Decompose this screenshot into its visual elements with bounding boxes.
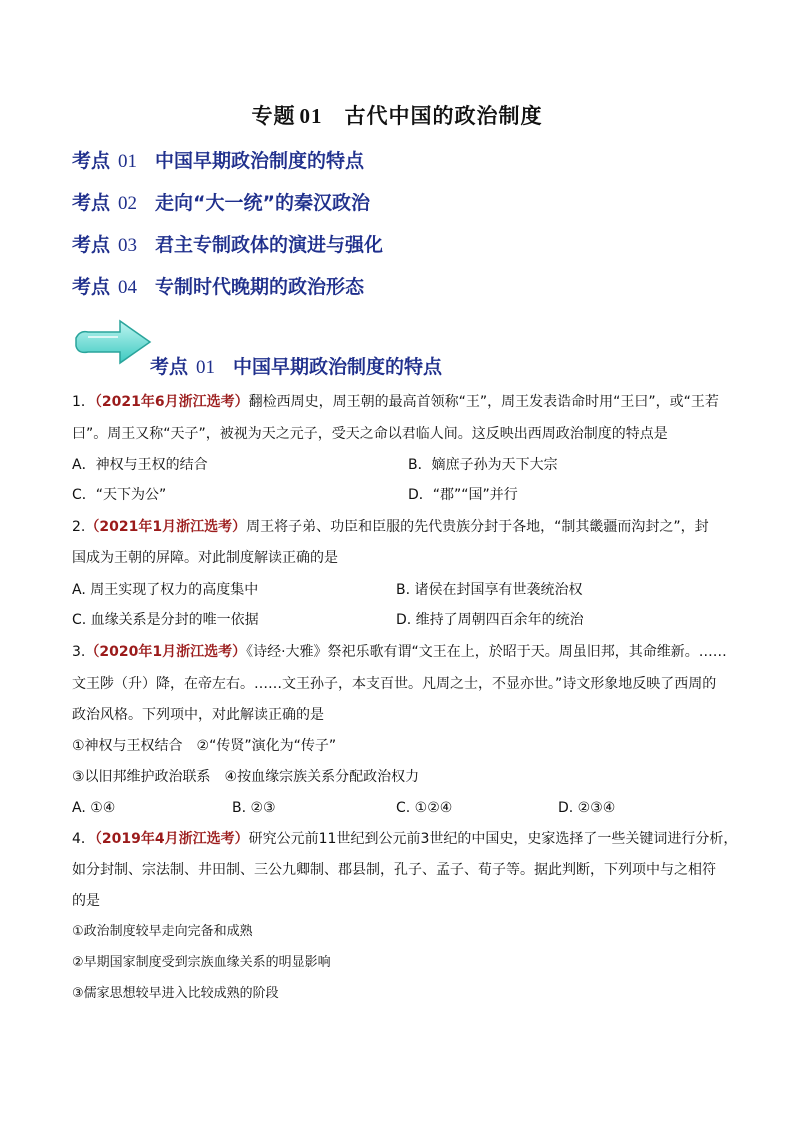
page-title: 专题 01 古代中国的政治制度 xyxy=(251,103,543,128)
question-4-statement-1: ①政治制度较早走向完备和成熟 xyxy=(72,924,253,939)
arrow-icon xyxy=(74,318,152,368)
question-3-line-2: 文王陟（升）降，在帝左右。……文王孙子，本支百世。凡周之士，不显亦世。”诗文形象地反映了西周的 xyxy=(72,676,717,692)
question-1-option-b[interactable]: B．嫡庶子孙为天下大宗 xyxy=(408,457,558,473)
question-3-line-1: 3.（2020年1月浙江选考）《诗经·大雅》祭祀乐歌有谓“文王在上，於昭于天。周虽旧邦，其命维新。…… xyxy=(72,644,727,660)
question-3-statement-1: ①神权与王权结合 ②“传贤”演化为“传子” xyxy=(72,738,337,754)
question-2-line-2: 国成为王朝的屏障。对此制度解读正确的是 xyxy=(72,550,338,566)
question-4-statement-3: ③儒家思想较早进入比较成熟的阶段 xyxy=(72,986,279,1001)
question-3-statement-2: ③以旧邦维护政治联系 ④按血缘宗族关系分配政治权力 xyxy=(72,769,420,785)
question-4-line-3: 的是 xyxy=(72,893,100,909)
toc-item-03[interactable]: 考点 03 君主专制政体的演进与强化 xyxy=(72,234,384,256)
question-4-statement-2: ②早期国家制度受到宗族血缘关系的明显影响 xyxy=(72,955,331,970)
toc-item-04[interactable]: 考点 04 专制时代晚期的政治形态 xyxy=(72,276,365,298)
question-2-option-a[interactable]: A. 周王实现了权力的高度集中 xyxy=(72,582,259,598)
question-3-option-c[interactable]: C. ①②④ xyxy=(396,800,453,816)
question-2-option-d[interactable]: D. 维持了周朝四百余年的统治 xyxy=(396,612,584,628)
question-3-line-3: 政治风格。下列项中，对此解读正确的是 xyxy=(72,707,324,723)
question-3-option-b[interactable]: B. ②③ xyxy=(232,800,276,816)
question-4-line-1: 4．（2019年4月浙江选考）研究公元前11世纪到公元前3世纪的中国史，史家选择了一些关键词进行分析， xyxy=(72,831,738,847)
section-heading: 考点 01 中国早期政治制度的特点 xyxy=(150,356,443,378)
toc-item-02[interactable]: 考点 02 走向“大一统”的秦汉政治 xyxy=(72,192,370,214)
question-2-option-b[interactable]: B. 诸侯在封国享有世袭统治权 xyxy=(396,582,583,598)
question-1-line-1: 1．（2021年6月浙江选考）翻检西周史，周王朝的最高首领称“王”，周王发表诰命时用“王曰”，或“王若 xyxy=(72,394,719,410)
question-1-option-c[interactable]: C．“天下为公” xyxy=(72,487,167,503)
question-1-line-2: 曰”。周王又称“天子”，被视为天之元子，受天之命以君临人间。这反映出西周政治制度的特点是 xyxy=(72,426,668,442)
question-1-option-a[interactable]: A．神权与王权的结合 xyxy=(72,457,208,473)
question-1-option-d[interactable]: D．“郡”“国”并行 xyxy=(408,487,518,503)
toc-item-01[interactable]: 考点 01 中国早期政治制度的特点 xyxy=(72,150,365,172)
question-3-option-d[interactable]: D. ②③④ xyxy=(558,800,616,816)
question-2-option-c[interactable]: C. 血缘关系是分封的唯一依据 xyxy=(72,612,259,628)
question-2-line-1: 2.（2021年1月浙江选考）周王将子弟、功臣和臣服的先代贵族分封于各地，“制其畿疆而沟封之”，封 xyxy=(72,519,709,535)
question-4-line-2: 如分封制、宗法制、井田制、三公九卿制、郡县制，孔子、孟子、荀子等。据此判断，下列项中与之相符 xyxy=(72,862,716,878)
question-3-option-a[interactable]: A. ①④ xyxy=(72,800,116,816)
